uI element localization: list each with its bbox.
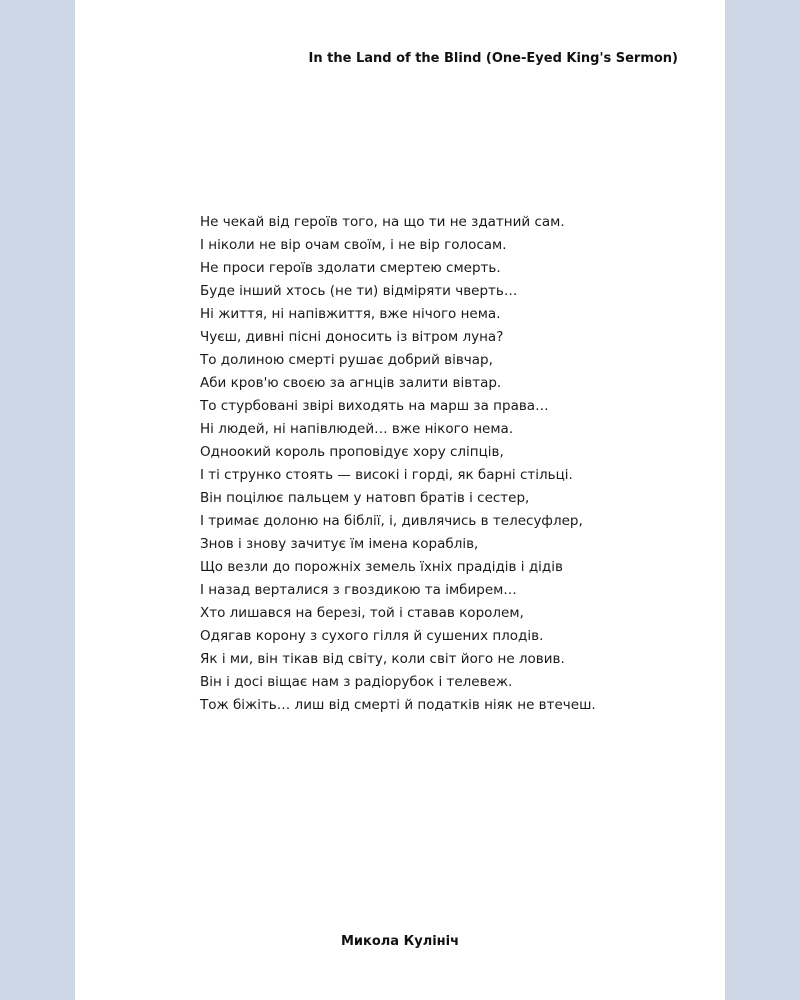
poem-line: Буде інший хтось (не ти) відміряти чверть… (200, 283, 518, 299)
poem-line: Чуєш, дивні пісні доносить із вітром луна? (200, 329, 504, 345)
poem-line: І тримає долоню на біблії, і, дивлячись в телесуфлер, (200, 513, 583, 529)
poem-line: Тож біжіть… лиш від смерті й податків ніяк не втечеш. (200, 697, 596, 713)
poem-line: Не проси героїв здолати смертею смерть. (200, 260, 501, 276)
poem-line: Не чекай від героїв того, на що ти не здатний сам. (200, 214, 565, 230)
poem-line: Він і досі віщає нам з радіорубок і телевеж. (200, 674, 513, 690)
poem-line: То стурбовані звірі виходять на марш за права… (200, 398, 549, 414)
poem-line: І ніколи не вір очам своїм, і не вір голосам. (200, 237, 507, 253)
poem-line: Ні життя, ні напівжиття, вже нічого нема. (200, 306, 501, 322)
poem-line: Аби кров'ю своєю за агнців залити вівтар. (200, 375, 502, 391)
document-page (75, 0, 725, 1000)
poem-line: Хто лишався на березі, той і ставав королем, (200, 605, 524, 621)
poem-line: Він поцілює пальцем у натовп братів і сестер, (200, 490, 530, 506)
poem-line: То долиною смерті рушає добрий вівчар, (200, 352, 493, 368)
poem-line: Ні людей, ні напівлюдей… вже нікого нема. (200, 421, 514, 437)
poem-body (200, 211, 596, 717)
poem-line: Знов і знову зачитує їм імена кораблів, (200, 536, 479, 552)
poem-line: Одноокий король проповідує хору сліпців, (200, 444, 504, 460)
poem-line: І ті струнко стоять — високі і горді, як барні стільці. (200, 467, 573, 483)
poem-line: І назад верталися з гвоздикою та імбирем… (200, 582, 517, 598)
poem-line: Що везли до порожніх земель їхніх прадідів і дідів (200, 559, 563, 575)
poem-line: Як і ми, він тікав від світу, коли світ його не ловив. (200, 651, 565, 667)
poem-line: Одягав корону з сухого гілля й сушених плодів. (200, 628, 544, 644)
author-signature: Микола Кулініч (340, 934, 460, 949)
poem-title: In the Land of the Blind (One-Eyed King's Sermon) (308, 51, 678, 66)
